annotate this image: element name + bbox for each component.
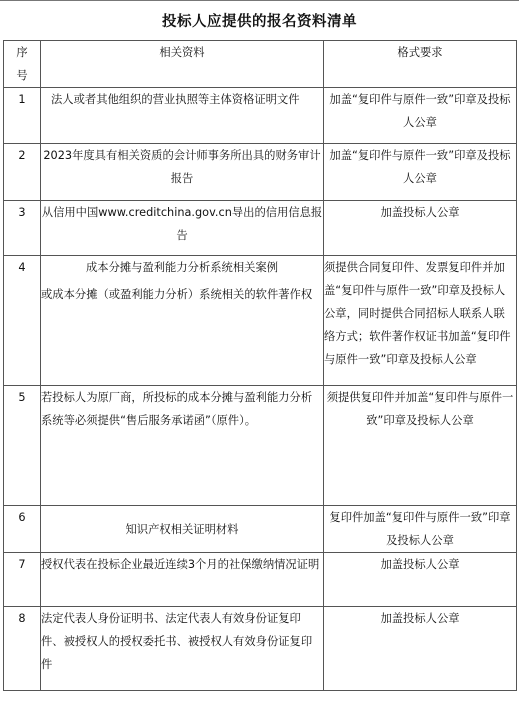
- format-cell: 加盖“复印件与原件一致”印章及投标人公章: [324, 88, 517, 144]
- table-row: [4, 201, 517, 256]
- format-cell: 须提供复印件并加盖“复印件与原件一致”印章及投标人公章: [324, 386, 517, 506]
- material-line-1: 成本分摊与盈利能力分析系统相关案例: [85, 261, 279, 274]
- row-number: 6: [4, 506, 41, 553]
- table-row: [4, 386, 517, 506]
- table-row: [4, 88, 517, 144]
- material-cell: 2023年度具有相关资质的会计师事务所出具的财务审计报告: [41, 144, 324, 201]
- format-cell: 加盖投标人公章: [324, 553, 517, 607]
- table-row: [4, 607, 517, 691]
- row-number: 4: [4, 256, 41, 386]
- material-cell: 授权代表在投标企业最近连续3个月的社保缴纳情况证明: [41, 553, 324, 607]
- row-number: 2: [4, 144, 41, 201]
- document-title: 投标人应提供的报名资料清单: [0, 0, 519, 40]
- row-number: 7: [4, 553, 41, 607]
- materials-table: [3, 40, 517, 691]
- format-cell: 加盖“复印件与原件一致”印章及投标人公章: [324, 144, 517, 201]
- material-cell: 若投标人为原厂商，所投标的成本分摊与盈利能力分析系统等必须提供“售后服务承诺函”（原件）。: [41, 386, 324, 506]
- material-line-2: 或成本分摊（或盈利能力分析）系统相关的软件著作权: [41, 288, 313, 301]
- material-cell: 法人或者其他组织的营业执照等主体资格证明文件: [41, 88, 324, 144]
- row-number: 8: [4, 607, 41, 691]
- material-cell: 知识产权相关证明材料: [41, 506, 324, 553]
- format-cell: 须提供合同复印件、发票复印件并加盖“复印件与原件一致”印章及投标人公章，同时提供合同招标人联系人联络方式；软件著作权证书加盖“复印件与原件一致”印章及投标人公章: [324, 256, 517, 386]
- material-cell: 法定代表人身份证明书、法定代表人有效身份证复印件、被授权人的授权委托书、被授权人有效身份证复印件: [41, 607, 324, 691]
- material-cell: 从信用中国www.creditchina.gov.cn导出的信用信息报告: [41, 201, 324, 256]
- material-cell: [41, 256, 324, 386]
- table-row: [4, 144, 517, 201]
- table-row: [4, 506, 517, 553]
- format-cell: 加盖投标人公章: [324, 607, 517, 691]
- format-cell: 复印件加盖“复印件与原件一致”印章及投标人公章: [324, 506, 517, 553]
- header-format: 格式要求: [324, 41, 517, 88]
- table-row: [4, 256, 517, 386]
- table-row: [4, 553, 517, 607]
- row-number: 3: [4, 201, 41, 256]
- header-seq: 序号: [4, 41, 41, 88]
- header-material: 相关资料: [41, 41, 324, 88]
- row-number: 5: [4, 386, 41, 506]
- format-cell: 加盖投标人公章: [324, 201, 517, 256]
- row-number: 1: [4, 88, 41, 144]
- header-row: [4, 41, 517, 88]
